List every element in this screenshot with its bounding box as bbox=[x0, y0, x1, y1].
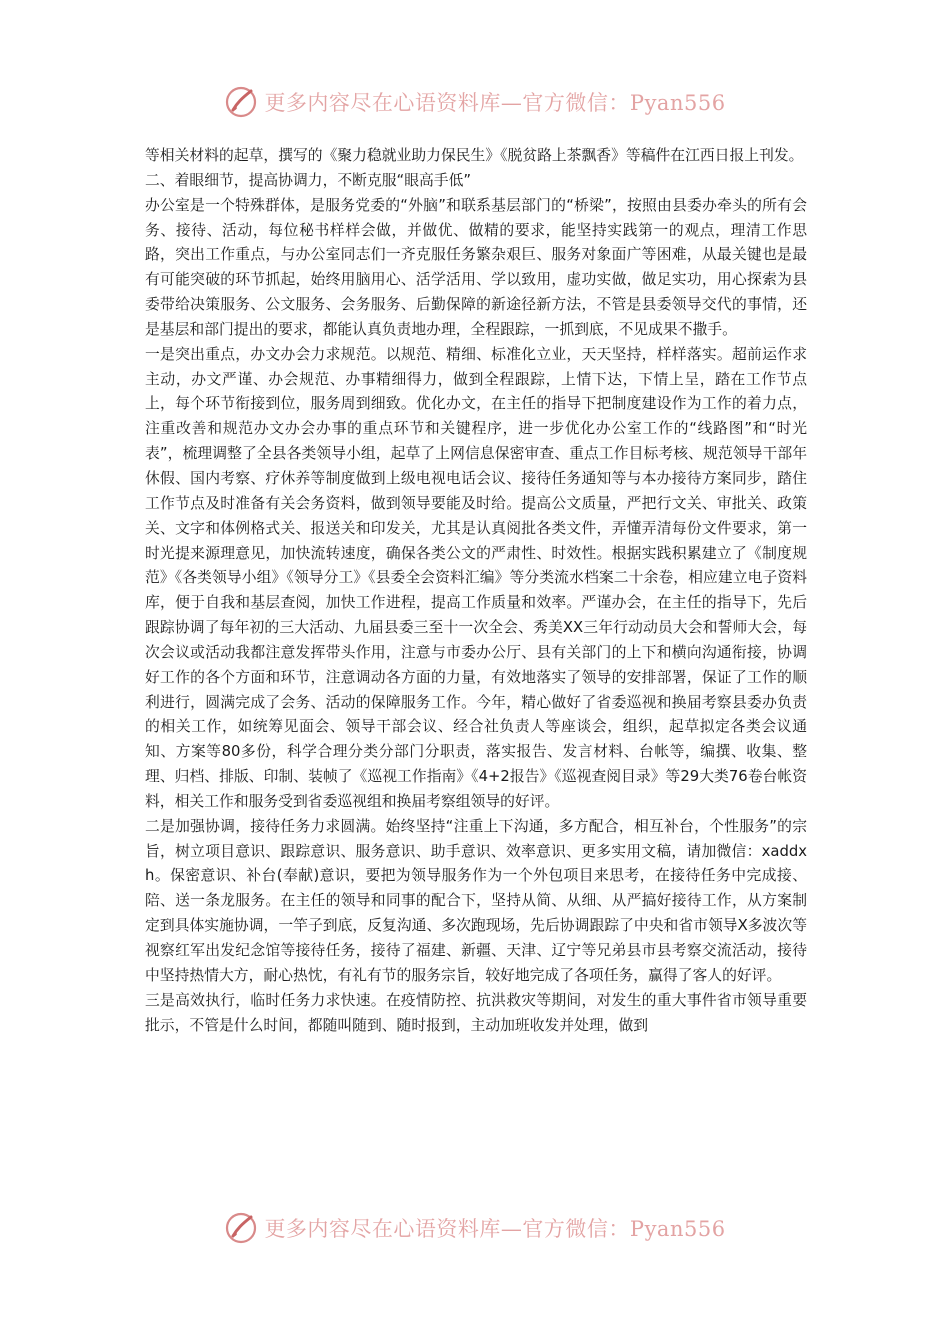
paragraph: 等相关材料的起草，撰写的《聚力稳就业助力保民生》《脱贫路上茶飘香》等稿件在江西日报上刊发。 bbox=[145, 147, 804, 164]
footer-watermark-banner bbox=[0, 1208, 950, 1248]
brush-logo-icon bbox=[224, 1211, 258, 1245]
paragraph: 二是加强协调，接待任务力求圆满。始终坚持“注重上下沟通，多方配合，相互补台，个性服务”的宗旨，树立项目意识、跟踪意识、服务意识、助手意识、效率意识、更多实用文稿，请加微信：xaddxh。保密意识、补台(奉献)意识，要把为领导服务作为一个外包项目来思考，在接待任务中完成接、陪、送一条龙服务。在主任的领导和同事的配合下，坚持从简、从细、从严搞好接待工作，从方案制定到具体实施协调，一竿子到底，反复沟通、多次跑现场，先后协调跟踪了中央和省市领导X多波次等视察红军出发纪念馆等接待任务，接待了福建、新疆、天津、辽宁等兄弟县市县考察交流活动，接待中坚持热情大方，耐心热忱，有礼有节的服务宗旨，较好地完成了各项任务，赢得了客人的好评。 bbox=[145, 817, 807, 984]
header-watermark-text: 更多内容尽在心语资料库—官方微信：Pyan556 bbox=[264, 91, 726, 115]
paragraph: 办公室是一个特殊群体，是服务党委的“外脑”和联系基层部门的“桥梁”，按照由县委办牵头的所有会务、接待、活动，每位秘书样样会做，并做优、做精的要求，能坚持实践第一的观点，理清工作思路，突出工作重点，与办公室同志们一齐克服任务繁杂艰巨、服务对象面广等困难，从最关键也是最有可能突破的环节抓起，始终用脑用心、活学活用、学以致用，虚功实做，做足实功，用心探索为县委带给决策服务、公文服务、会务服务、后勤保障的新途径新方法，不管是县委领导交代的事情，还是基层和部门提出的要求，都能认真负责地办理，全程跟踪，一抓到底，不见成果不撒手。 bbox=[145, 196, 807, 338]
header-watermark-banner bbox=[0, 82, 950, 122]
section-heading: 二、着眼细节，提高协调力，不断克服“眼高手低” bbox=[145, 171, 472, 189]
footer-watermark-text: 更多内容尽在心语资料库—官方微信：Pyan556 bbox=[264, 1217, 726, 1241]
brush-logo-icon bbox=[224, 85, 258, 119]
paragraph: 三是高效执行，临时任务力求快速。在疫情防控、抗洪救灾等期间，对发生的重大事件省市领导重要批示，不管是什么时间，都随叫随到、随时报到，主动加班收发并处理，做到 bbox=[145, 991, 807, 1034]
paragraph: 一是突出重点，办文办会力求规范。以规范、精细、标准化立业，天天坚持，样样落实。超前运作求主动，办文严谨、办会规范、办事精细得力，做到全程跟踪，上情下达，下情上呈，踏在工作节点上，每个环节衔接到位，服务周到细致。优化办文，在主任的指导下把制度建设作为工作的着力点，注重改善和规范办文办会办事的重点环节和关键程序，进一步优化办公室工作的“线路图”和“时光表”，梳理调整了全县各类领导小组，起草了上网信息保密审查、重点工作目标考核、规范领导干部年休假、国内考察、疗休养等制度做到上级电视电话会议、接待任务通知等与本办接待方案同步，踏住工作节点及时准备有关会务资料，做到领导要能及时给。提高公文质量，严把行文关、审批关、政策关、文字和体例格式关、报送关和印发关，尤其是认真阅批各类文件，弄懂弄清每份文件要求，第一时光提来源理意见，加快流转速度，确保各类公文的严肃性、时效性。根据实践积累建立了《制度规范》《各类领导小组》《领导分工》《县委全会资料汇编》等分类流水档案二十余卷，相应建立电子资料库，便于自我和基层查阅，加快工作进程，提高工作质量和效率。严谨办会，在主任的指导下，先后跟踪协调了每年初的三大活动、九届县委三至十一次全会、秀美XX三年行动动员大会和誓师大会，每次会议或活动我都注意发挥带头作用，注意与市委办公厅、县有关部门的上下和横向沟通衔接，协调好工作的各个方面和环节，注意调动各方面的力量，有效地落实了领导的安排部署，保证了工作的顺利进行，圆满完成了会务、活动的保障服务工作。今年，精心做好了省委巡视和换届考察县委办负责的相关工作，如统筹见面会、领导干部会议、经合社负责人等座谈会，组织，起草拟定各类会议通知、方案等80多份，科学合理分类分部门分职责，落实报告、发言材料、台帐等，编撰、收集、整理、归档、排版、印制、装帧了《巡视工作指南》《4+2报告》《巡视查阅目录》等29大类76卷台帐资料，相关工作和服务受到省委巡视组和换届考察组领导的好评。 bbox=[145, 345, 807, 810]
document-body bbox=[145, 144, 807, 1038]
